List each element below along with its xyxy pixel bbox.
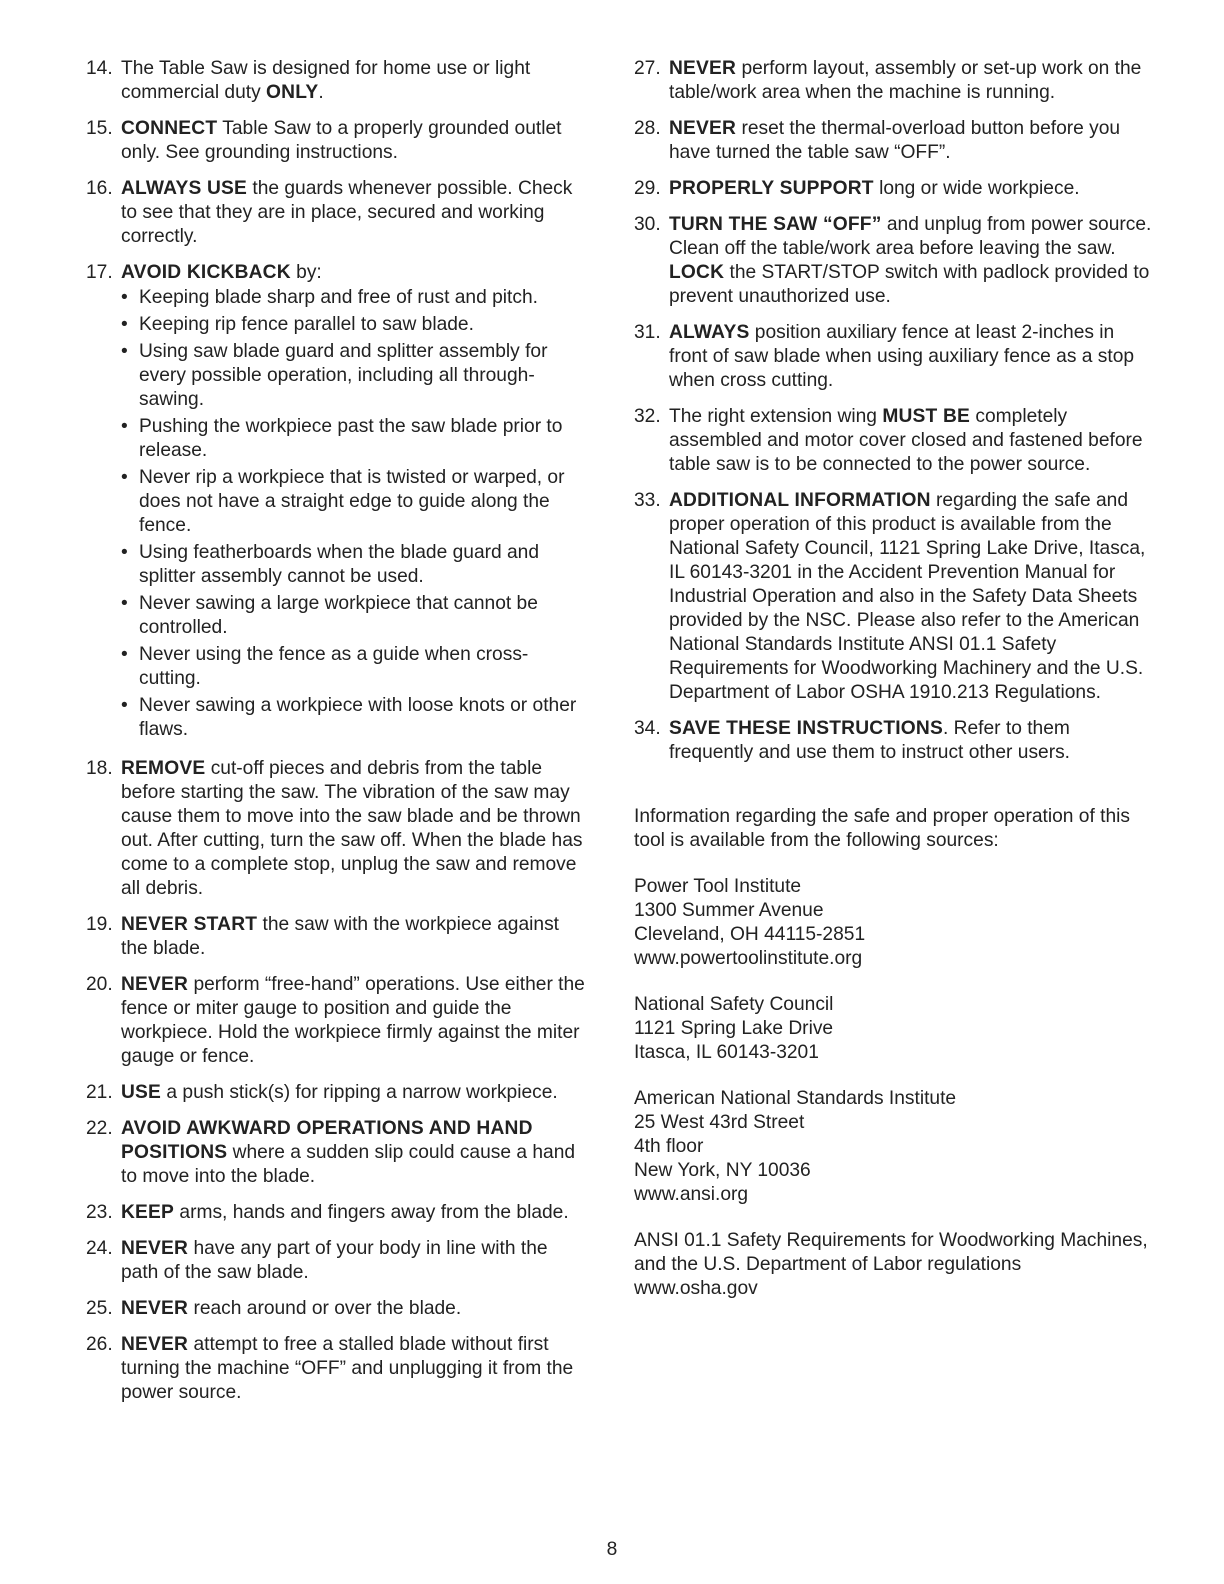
item-keyword: ADDITIONAL INFORMATION bbox=[669, 490, 931, 511]
bullet-text: Using saw blade guard and splitter assembly for every possible operation, including all through-sawing. bbox=[139, 341, 548, 410]
item-pre: The right extension wing bbox=[669, 406, 883, 427]
item-keyword: NEVER bbox=[121, 1238, 189, 1259]
item-number: 16. bbox=[86, 178, 113, 199]
source-power-tool-institute bbox=[634, 875, 1154, 971]
item-post: regarding the safe and proper operation of this product is available from the National Safety Council, 1121 Spring Lake Drive, Itasca, IL 60143-3201 in the Accident Prevention Manual for Industrial Operation and also in the Safety Data Sheets provided by the NSC. Please also refer to the American National Standards Institute ANSI 01.1 Safety Requirements for Woodworking Machinery and the U.S. Department of Labor OSHA 1910.213 Regulations. bbox=[669, 490, 1146, 703]
item-keyword: AVOID AWKWARD OPERATIONS AND HAND POSITIONS bbox=[121, 1118, 533, 1163]
bullet-icon: • bbox=[121, 467, 128, 488]
source-url[interactable]: www.powertoolinstitute.org bbox=[634, 948, 863, 969]
info-sources bbox=[634, 805, 1154, 1301]
safety-item-20 bbox=[86, 973, 586, 1069]
item-number: 30. bbox=[634, 214, 661, 235]
bullet-item bbox=[121, 286, 586, 310]
item-keyword: TURN THE SAW “OFF” bbox=[669, 214, 882, 235]
item-number: 22. bbox=[86, 1118, 113, 1139]
bullet-item bbox=[121, 541, 586, 589]
safety-item-23 bbox=[86, 1201, 586, 1225]
item-keyword: REMOVE bbox=[121, 758, 206, 779]
item-text bbox=[669, 57, 1154, 105]
item-number: 20. bbox=[86, 974, 113, 995]
source-city: Cleveland, OH 44115-2851 bbox=[634, 924, 866, 945]
item-keyword: PROPERLY SUPPORT bbox=[669, 178, 874, 199]
item-post: the guards whenever possible. Check to see that they are in place, secured and working correctly. bbox=[121, 178, 573, 247]
item-post: long or wide workpiece. bbox=[873, 178, 1080, 199]
bullet-icon: • bbox=[121, 314, 128, 335]
bullet-icon: • bbox=[121, 287, 128, 308]
source-name: American National Standards Institute bbox=[634, 1088, 957, 1109]
safety-item-30 bbox=[634, 213, 1154, 309]
item-text bbox=[121, 1333, 586, 1405]
right-column bbox=[634, 57, 1154, 1323]
source-description: ANSI 01.1 Safety Requirements for Woodworking Machines, and the U.S. Department of Labor regulations bbox=[634, 1230, 1148, 1275]
item-keyword-2: LOCK bbox=[669, 262, 725, 283]
item-post: position auxiliary fence at least 2-inches in front of saw blade when using auxiliary fence as a stop when cross cutting. bbox=[669, 322, 1135, 391]
item-number: 19. bbox=[86, 914, 113, 935]
item-number: 15. bbox=[86, 118, 113, 139]
item-keyword: NEVER bbox=[669, 58, 737, 79]
bullet-text: Using featherboards when the blade guard and splitter assembly cannot be used. bbox=[139, 542, 540, 587]
bullet-text: Keeping blade sharp and free of rust and pitch. bbox=[139, 287, 538, 308]
bullet-icon: • bbox=[121, 644, 128, 665]
item-number: 14. bbox=[86, 58, 113, 79]
bullet-item bbox=[121, 415, 586, 463]
bullet-text: Never using the fence as a guide when cross-cutting. bbox=[139, 644, 529, 689]
item-keyword: NEVER bbox=[669, 118, 737, 139]
item-keyword: NEVER START bbox=[121, 914, 258, 935]
item-post: perform layout, assembly or set-up work on the table/work area when the machine is running. bbox=[669, 58, 1142, 103]
item-number: 21. bbox=[86, 1082, 113, 1103]
bullet-icon: • bbox=[121, 542, 128, 563]
item-number: 32. bbox=[634, 406, 661, 427]
info-intro: Information regarding the safe and proper operation of this tool is available from the following sources: bbox=[634, 806, 1130, 851]
item-post: . bbox=[318, 82, 324, 103]
item-number: 31. bbox=[634, 322, 661, 343]
source-city: New York, NY 10036 bbox=[634, 1160, 811, 1181]
safety-item-26 bbox=[86, 1333, 586, 1405]
safety-item-22 bbox=[86, 1117, 586, 1189]
safety-item-27 bbox=[634, 57, 1154, 105]
item-text bbox=[121, 1117, 586, 1189]
page-number: 8 bbox=[606, 1539, 618, 1560]
bullet-text: Never sawing a large workpiece that cannot be controlled. bbox=[139, 593, 538, 638]
source-city: Itasca, IL 60143-3201 bbox=[634, 1042, 819, 1063]
item-text bbox=[121, 1297, 586, 1321]
bullet-item bbox=[121, 643, 586, 691]
bullet-icon: • bbox=[121, 416, 128, 437]
source-url[interactable]: www.osha.gov bbox=[634, 1278, 758, 1299]
item-number: 33. bbox=[634, 490, 661, 511]
source-url[interactable]: www.ansi.org bbox=[634, 1184, 749, 1205]
bullet-item bbox=[121, 313, 586, 337]
bullet-text: Never rip a workpiece that is twisted or warped, or does not have a straight edge to guide along the fence. bbox=[139, 467, 565, 536]
item-text bbox=[669, 321, 1154, 393]
item-number: 28. bbox=[634, 118, 661, 139]
safety-item-25 bbox=[86, 1297, 586, 1321]
safety-item-29 bbox=[634, 177, 1154, 201]
safety-item-16 bbox=[86, 177, 586, 249]
item-text bbox=[121, 1081, 586, 1105]
item-number: 23. bbox=[86, 1202, 113, 1223]
item-keyword: CONNECT bbox=[121, 118, 218, 139]
item-post: cut-off pieces and debris from the table before starting the saw. The vibration of the saw may cause them to move into the saw blade and be thrown out. After cutting, turn the saw off. When the blade has come to a complete stop, unplug the saw and remove all debris. bbox=[121, 758, 583, 899]
item-number: 26. bbox=[86, 1334, 113, 1355]
item-post: . Refer to them frequently and use them to instruct other users. bbox=[669, 718, 1071, 763]
item-keyword: ALWAYS USE bbox=[121, 178, 248, 199]
source-osha bbox=[634, 1229, 1154, 1301]
safety-item-24 bbox=[86, 1237, 586, 1285]
item-keyword: SAVE THESE INSTRUCTIONS bbox=[669, 718, 943, 739]
source-street: 1300 Summer Avenue bbox=[634, 900, 824, 921]
bullet-item bbox=[121, 340, 586, 412]
safety-item-18 bbox=[86, 757, 586, 901]
item-number: 27. bbox=[634, 58, 661, 79]
source-floor: 4th floor bbox=[634, 1136, 704, 1157]
item-keyword: MUST BE bbox=[882, 406, 971, 427]
item-pre: The Table Saw is designed for home use or light commercial duty bbox=[121, 58, 531, 103]
item-number: 25. bbox=[86, 1298, 113, 1319]
safety-item-14 bbox=[86, 57, 586, 105]
left-column bbox=[86, 57, 586, 1417]
item-text bbox=[669, 177, 1154, 201]
safety-item-33 bbox=[634, 489, 1154, 705]
kickback-bullet-list bbox=[121, 286, 586, 742]
item-text bbox=[121, 57, 586, 105]
item-number: 29. bbox=[634, 178, 661, 199]
source-name: Power Tool Institute bbox=[634, 876, 802, 897]
item-text bbox=[121, 177, 586, 249]
item-post-2: the START/STOP switch with padlock provided to prevent unauthorized use. bbox=[669, 262, 1150, 307]
bullet-icon: • bbox=[121, 695, 128, 716]
bullet-item bbox=[121, 592, 586, 640]
safety-item-17 bbox=[86, 261, 586, 745]
bullet-icon: • bbox=[121, 341, 128, 362]
safety-item-34 bbox=[634, 717, 1154, 765]
item-post: and unplug from power source. Clean off the table/work area before leaving the saw. bbox=[669, 214, 1152, 259]
item-post: reach around or over the blade. bbox=[188, 1298, 462, 1319]
item-text bbox=[669, 213, 1154, 309]
item-post: perform “free-hand” operations. Use either the fence or miter gauge to position and guide the workpiece. Hold the workpiece firmly against the miter gauge or fence. bbox=[121, 974, 585, 1067]
item-post: the saw with the workpiece against the blade. bbox=[121, 914, 560, 959]
item-text bbox=[669, 489, 1154, 705]
item-keyword: AVOID KICKBACK bbox=[121, 262, 291, 283]
safety-item-32 bbox=[634, 405, 1154, 477]
bullet-item bbox=[121, 466, 586, 538]
item-keyword: NEVER bbox=[121, 1298, 189, 1319]
item-text bbox=[121, 117, 586, 165]
item-keyword: NEVER bbox=[121, 974, 189, 995]
item-post: have any part of your body in line with the path of the saw blade. bbox=[121, 1238, 548, 1283]
item-text bbox=[121, 913, 586, 961]
item-keyword: ONLY bbox=[266, 82, 319, 103]
item-post: reset the thermal-overload button before you have turned the table saw “OFF”. bbox=[669, 118, 1121, 163]
bullet-text: Pushing the workpiece past the saw blade prior to release. bbox=[139, 416, 563, 461]
item-post: Table Saw to a properly grounded outlet only. See grounding instructions. bbox=[121, 118, 562, 163]
item-post: a push stick(s) for ripping a narrow workpiece. bbox=[161, 1082, 558, 1103]
item-post: attempt to free a stalled blade without first turning the machine “OFF” and unplugging it from the power source. bbox=[121, 1334, 574, 1403]
safety-item-19 bbox=[86, 913, 586, 961]
bullet-icon: • bbox=[121, 593, 128, 614]
source-ansi bbox=[634, 1087, 1154, 1207]
bullet-text: Never sawing a workpiece with loose knots or other flaws. bbox=[139, 695, 577, 740]
item-text bbox=[121, 757, 586, 901]
source-name: National Safety Council bbox=[634, 994, 834, 1015]
item-text bbox=[121, 1201, 586, 1225]
item-post: completely assembled and motor cover closed and fastened before table saw is to be connected to the power source. bbox=[669, 406, 1143, 475]
item-text bbox=[669, 117, 1154, 165]
item-text bbox=[669, 717, 1154, 765]
item-number: 24. bbox=[86, 1238, 113, 1259]
item-text bbox=[121, 973, 586, 1069]
item-keyword: KEEP bbox=[121, 1202, 175, 1223]
source-national-safety-council bbox=[634, 993, 1154, 1065]
item-text bbox=[121, 1237, 586, 1285]
item-post: where a sudden slip could cause a hand to move into the blade. bbox=[121, 1142, 576, 1187]
bullet-text: Keeping rip fence parallel to saw blade. bbox=[139, 314, 474, 335]
item-post: by: bbox=[290, 262, 322, 283]
item-text bbox=[669, 405, 1154, 477]
bullet-item bbox=[121, 694, 586, 742]
item-number: 17. bbox=[86, 262, 113, 283]
item-number: 34. bbox=[634, 718, 661, 739]
item-keyword: USE bbox=[121, 1082, 162, 1103]
item-post: arms, hands and fingers away from the blade. bbox=[174, 1202, 569, 1223]
item-text bbox=[121, 261, 586, 745]
item-number: 18. bbox=[86, 758, 113, 779]
item-keyword: NEVER bbox=[121, 1334, 189, 1355]
source-street: 1121 Spring Lake Drive bbox=[634, 1018, 834, 1039]
safety-item-28 bbox=[634, 117, 1154, 165]
safety-item-15 bbox=[86, 117, 586, 165]
source-street: 25 West 43rd Street bbox=[634, 1112, 805, 1133]
safety-item-21 bbox=[86, 1081, 586, 1105]
safety-item-31 bbox=[634, 321, 1154, 393]
item-keyword: ALWAYS bbox=[669, 322, 750, 343]
